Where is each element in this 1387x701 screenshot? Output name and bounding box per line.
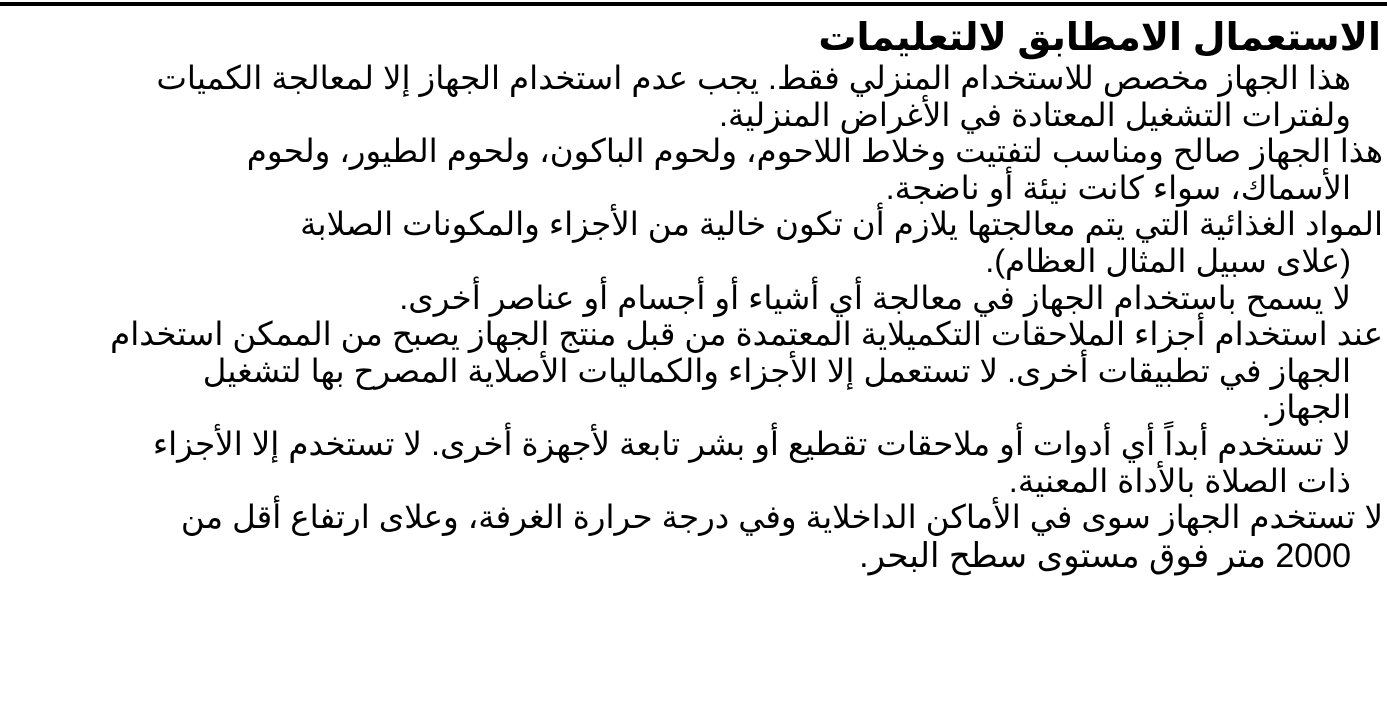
text-block bbox=[0, 60, 1387, 576]
text-line: الأسماك، سواء كانت نيئة أو ناضجة. bbox=[885, 169, 1351, 206]
text-line: 2000 متر فوق مستوى سطح البحر. bbox=[859, 536, 1351, 575]
text-line: (علاى سبيل المثال العظام). bbox=[985, 242, 1351, 279]
text-line: هذا الجهاز صالح ومناسب لتفتيت وخلاط اللاحوم، ولحوم الباكون، ولحوم الطيور، ولحوم bbox=[246, 133, 1383, 170]
text-line: لا يسمح باستخدام الجهاز في معالجة أي أشياء أو أجسام أو عناصر أخرى. bbox=[399, 279, 1351, 316]
text-line: ولفترات التشغيل المعتادة في الأغراض المنزلية. bbox=[718, 96, 1351, 133]
section-title: الاستعمال الامطابق لالتعليمات bbox=[818, 17, 1381, 59]
text-line: الجهاز. bbox=[1261, 389, 1351, 426]
text-line: ذات الصلاة بالأداة المعنية. bbox=[1008, 462, 1351, 499]
text-line: هذا الجهاز مخصص للاستخدام المنزلي فقط. يجب عدم استخدام الجهاز إلا لمعالجة الكميات bbox=[156, 60, 1351, 96]
text-line: الجهاز في تطبيقات أخرى. لا تستعمل إلا الأجزاء والكماليات الأصلاية المصرح بها لتشغيل bbox=[202, 352, 1351, 389]
document-body bbox=[0, 12, 1387, 576]
text-line: المواد الغذائية التي يتم معالجتها يلازم أن تكون خالية من الأجزاء والمكونات الصلابة bbox=[300, 206, 1383, 243]
text-line: عند استخدام أجزاء الملاحقات التكميلاية المعتمدة من قبل منتج الجهاز يصبح من الممكن استخدام bbox=[110, 316, 1383, 353]
text-line: لا تستخدم أبداً أي أدوات أو ملاحقات تقطيع أو بشر تابعة لأجهزة أخرى. لا تستخدم إلا الأجزاء bbox=[152, 425, 1351, 462]
top-rule bbox=[0, 2, 1387, 6]
text-line: لا تستخدم الجهاز سوى في الأماكن الداخلاية وفي درجة حرارة الغرفة، وعلاى ارتفاع أقل من bbox=[180, 499, 1383, 536]
